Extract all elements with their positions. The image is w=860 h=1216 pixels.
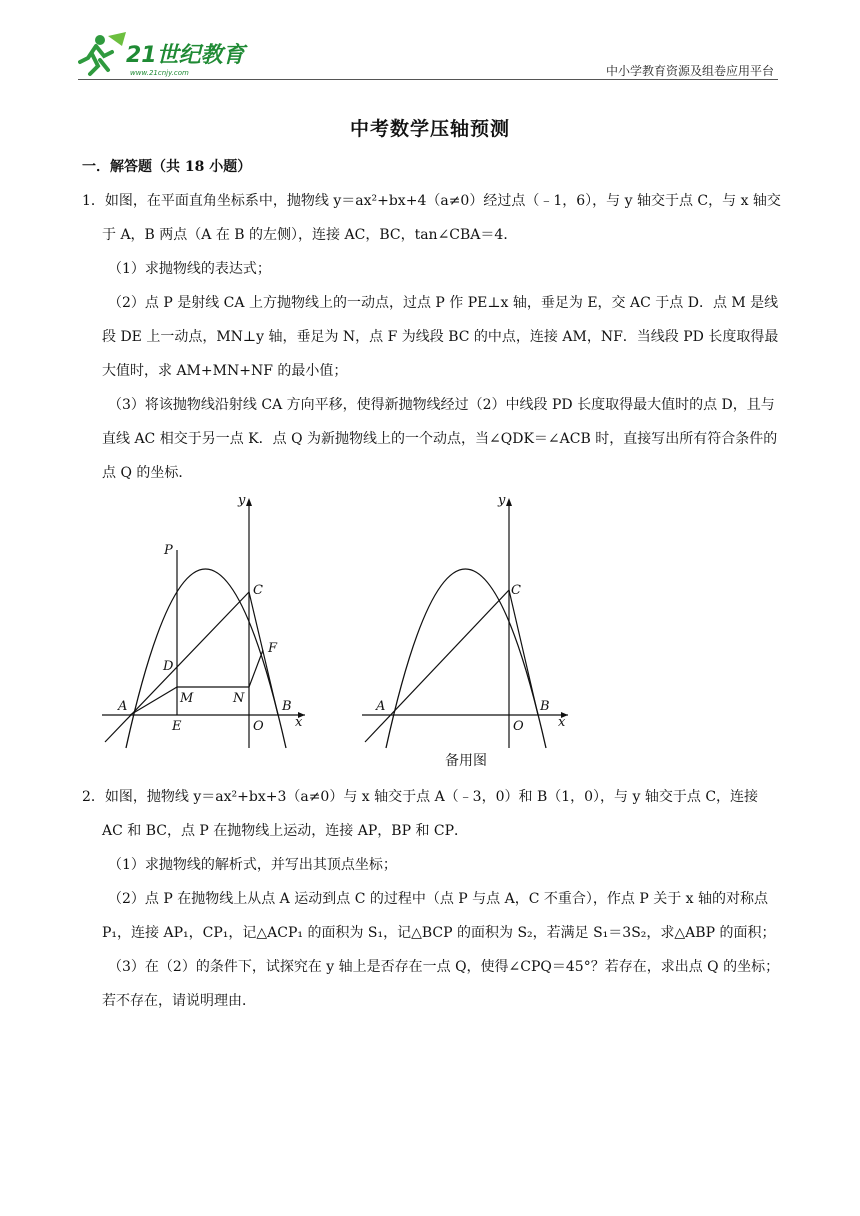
question-1 bbox=[82, 184, 782, 490]
label-c: C bbox=[253, 583, 263, 598]
label-a: A bbox=[118, 699, 128, 714]
line-nf bbox=[249, 650, 263, 687]
label-x: x bbox=[558, 715, 566, 730]
site-logo bbox=[78, 32, 258, 78]
label-m: M bbox=[180, 691, 194, 706]
question-1-part-2: （2）点 P 是射线 CA 上方抛物线上的一动点，过点 P 作 PE⊥x 轴，垂足为 E，交 AC 于点 D．点 M 是线段 DE 上一动点，MN⊥y 轴，垂足为 N，点 F 为线段 BC 的中点，连接 AM，NF．当线段 PD 长度取得最大值时，求 AM+MN+NF 的最小值； bbox=[102, 295, 779, 379]
label-x: x bbox=[295, 715, 303, 730]
label-b: B bbox=[540, 699, 550, 714]
line-bc bbox=[509, 590, 538, 715]
platform-name: 中小学教育资源及组卷应用平台 bbox=[605, 64, 774, 78]
question-2-part-1: （1）求抛物线的解析式，并写出其顶点坐标； bbox=[108, 857, 397, 873]
question-1-part-1: （1）求抛物线的表达式； bbox=[108, 261, 271, 277]
question-1-part-3: （3）将该抛物线沿射线 CA 方向平移，使得新抛物线经过（2）中线段 PD 长度取得最大值时的点 D，且与直线 AC 相交于另一点 K．点 Q 为新抛物线上的一个动点，当∠QDK＝∠ACB 时，直接写出所有符合条件的点 Q 的坐标． bbox=[102, 397, 778, 481]
header-divider bbox=[78, 79, 778, 80]
question-2-intro: 2．如图，抛物线 y＝ax²+bx+3（a≠0）与 x 轴交于点 A（﹣3，0）和 B（1，0），与 y 轴交于点 C，连接 AC 和 BC，点 P 在抛物线上运动，连接 AP，BP 和 CP． bbox=[82, 789, 759, 839]
label-p: P bbox=[164, 543, 173, 558]
figure-caption: 备用图 bbox=[445, 753, 487, 769]
label-f: F bbox=[268, 641, 278, 656]
question-2-part-3: （3）在（2）的条件下，试探究在 y 轴上是否存在一点 Q，使得∠CPQ＝45°？若存在，求出点 Q 的坐标；若不存在，请说明理由． bbox=[102, 959, 780, 1009]
label-c: C bbox=[511, 583, 521, 598]
label-a: A bbox=[376, 699, 386, 714]
label-e: E bbox=[172, 719, 182, 734]
logo-text: 21世纪教育 bbox=[126, 43, 245, 68]
figure-spare bbox=[360, 490, 575, 752]
label-b: B bbox=[282, 699, 292, 714]
label-n: N bbox=[233, 691, 245, 706]
section-heading: 一．解答题（共 18 小题） bbox=[82, 159, 252, 175]
question-2-part-2: （2）点 P 在抛物线上从点 A 运动到点 C 的过程中（点 P 与点 A，C 不重合），作点 P 关于 x 轴的对称点 P₁，连接 AP₁，CP₁，记△ACP₁ 的面积为 S₁，记△BCP 的面积为 S₂，若满足 S₁＝3S₂，求△ABP 的面积； bbox=[102, 891, 776, 941]
label-o: O bbox=[513, 719, 524, 734]
question-1-intro: 1．如图，在平面直角坐标系中，抛物线 y＝ax²+bx+4（a≠0）经过点（﹣1，6），与 y 轴交于点 C，与 x 轴交于 A，B 两点（A 在 B 的左侧），连接 AC，BC，tan∠CBA＝4． bbox=[82, 193, 781, 243]
label-y: y bbox=[498, 493, 506, 508]
page-title: 中考数学压轴预测 bbox=[349, 118, 510, 140]
question-2 bbox=[82, 780, 782, 1018]
logo-url: www.21cnjy.com bbox=[130, 69, 189, 77]
runner-icon bbox=[80, 32, 126, 74]
label-y: y bbox=[238, 493, 246, 508]
label-o: O bbox=[253, 719, 264, 734]
line-ac bbox=[365, 590, 509, 742]
figure-main bbox=[100, 490, 310, 752]
label-d: D bbox=[163, 659, 174, 674]
page-header bbox=[0, 0, 860, 90]
